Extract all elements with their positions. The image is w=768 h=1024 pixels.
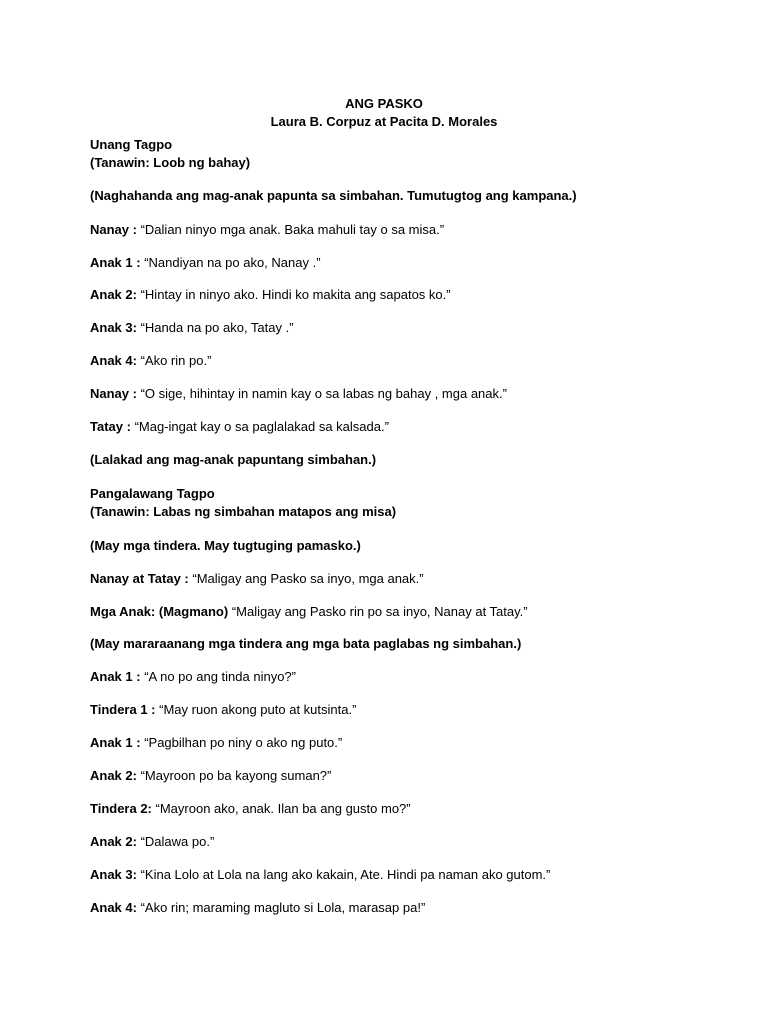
speaker-label: Nanay : (90, 386, 137, 401)
dialogue-text: “Mag-ingat kay o sa paglalakad sa kalsada.” (134, 419, 389, 434)
speaker-label: Anak 2: (90, 768, 137, 783)
script-line (90, 451, 376, 469)
dialogue-text: “Maligay ang Pasko sa inyo, mga anak.” (192, 571, 424, 586)
script-line (90, 537, 361, 555)
stage-direction: (Lalakad ang mag-anak papuntang simbahan.) (90, 452, 377, 467)
speaker-label: Nanay : (90, 222, 137, 237)
document-authors: Laura B. Corpuz at Pacita D. Morales (270, 114, 498, 129)
speaker-label: Anak 3: (90, 320, 137, 335)
stage-direction: (Tanawin: Loob ng bahay) (90, 155, 251, 170)
speaker-label: Anak 2: (90, 834, 137, 849)
script-line (90, 187, 577, 205)
dialogue-text: “A no po ang tinda ninyo?” (144, 669, 296, 684)
dialogue-text: “Dalawa po.” (140, 834, 215, 849)
speaker-label: Anak 1 : (90, 669, 141, 684)
dialogue-text: “Ako rin; maraming magluto si Lola, marasap pa!” (140, 900, 426, 915)
script-line (90, 635, 521, 653)
dialogue-text: “Dalian ninyo mga anak. Baka mahuli tay o sa misa.” (140, 222, 445, 237)
dialogue-line (90, 668, 296, 686)
dialogue-line (90, 319, 294, 337)
speaker-label: Anak 2: (90, 287, 137, 302)
script-line (90, 485, 215, 503)
dialogue-line (90, 866, 550, 884)
speaker-label: Anak 4: (90, 900, 137, 915)
dialogue-line (90, 418, 389, 436)
script-line (90, 503, 396, 521)
dialogue-line (90, 800, 411, 818)
dialogue-text: “Kina Lolo at Lola na lang ako kakain, Ate. Hindi pa naman ako gutom.” (140, 867, 551, 882)
speaker-label: Anak 4: (90, 353, 137, 368)
dialogue-text: “Nandiyan na po ako, Nanay .” (144, 255, 321, 270)
dialogue-text: “Mayroon po ba kayong suman?” (140, 768, 332, 783)
dialogue-text: “Handa na po ako, Tatay .” (140, 320, 294, 335)
dialogue-text: “Ako rin po.” (140, 353, 212, 368)
speaker-label: Tindera 1 : (90, 702, 156, 717)
dialogue-text: “Pagbilhan po niny o ako ng puto.” (144, 735, 343, 750)
dialogue-line (90, 286, 451, 304)
speaker-label: Nanay at Tatay : (90, 571, 189, 586)
dialogue-line (90, 221, 444, 239)
scene-heading: Unang Tagpo (90, 137, 173, 152)
dialogue-text: “Hintay in ninyo ako. Hindi ko makita ang sapatos ko.” (140, 287, 451, 302)
scene-heading: Pangalawang Tagpo (90, 486, 215, 501)
dialogue-line (90, 570, 424, 588)
speaker-label: Tindera 2: (90, 801, 152, 816)
speaker-label: Anak 1 : (90, 255, 141, 270)
speaker-label: Anak 3: (90, 867, 137, 882)
dialogue-text: “May ruon akong puto at kutsinta.” (159, 702, 357, 717)
dialogue-line (90, 734, 342, 752)
dialogue-line (90, 701, 356, 719)
document-title: ANG PASKO (345, 96, 423, 111)
stage-direction: (May mga tindera. May tugtuging pamasko.) (90, 538, 361, 553)
speaker-label: Tatay : (90, 419, 131, 434)
dialogue-text: “Maligay ang Pasko rin po sa inyo, Nanay at Tatay.” (231, 604, 528, 619)
script-line (90, 136, 172, 154)
dialogue-text: “Mayroon ako, anak. Ilan ba ang gusto mo?” (155, 801, 411, 816)
speaker-label: Mga Anak: (Magmano) (90, 604, 229, 619)
dialogue-line (90, 352, 211, 370)
stage-direction: (Tanawin: Labas ng simbahan matapos ang misa) (90, 504, 397, 519)
stage-direction: (May mararaanang mga tindera ang mga bata paglabas ng simbahan.) (90, 636, 522, 651)
dialogue-line (90, 254, 321, 272)
stage-direction: (Naghahanda ang mag-anak papunta sa simbahan. Tumutugtog ang kampana.) (90, 188, 577, 203)
dialogue-line (90, 833, 214, 851)
script-line (90, 154, 250, 172)
dialogue-line (90, 603, 528, 621)
speaker-label: Anak 1 : (90, 735, 141, 750)
dialogue-line (90, 899, 425, 917)
dialogue-line (90, 767, 331, 785)
dialogue-line (90, 385, 507, 403)
dialogue-text: “O sige, hihintay in namin kay o sa labas ng bahay , mga anak.” (140, 386, 507, 401)
document-header (0, 95, 768, 131)
